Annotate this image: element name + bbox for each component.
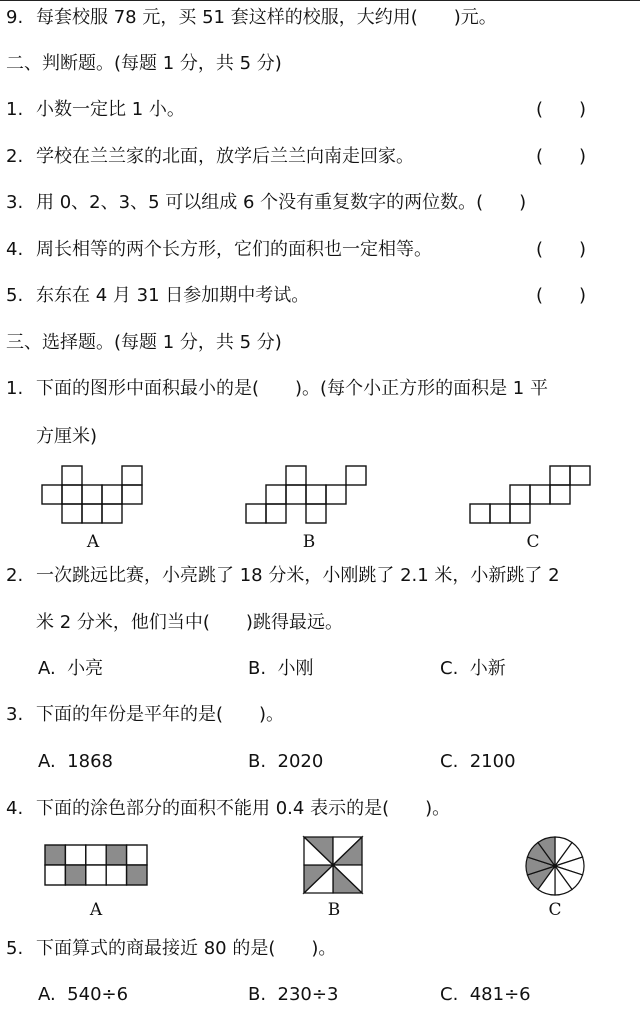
- figure-1c-grid-shape: [468, 464, 592, 524]
- mc1-text-line1: 下面的图形中面积最小的是( )。(每个小正方形的面积是 1 平: [36, 378, 548, 399]
- mc2-text-line2: 米 2 分米，他们当中( )跳得最远。: [36, 612, 343, 633]
- tf5-text: 东东在 4 月 31 日参加期中考试。: [36, 285, 310, 306]
- figure-1a-grid-shape: [40, 464, 144, 524]
- q9-number: 9.: [6, 7, 24, 28]
- figure-4a-shaded-grid: [44, 844, 148, 886]
- mc1-text-line2: 方厘米): [36, 426, 98, 447]
- mc4-text: 下面的涂色部分的面积不能用 0.4 表示的是( )。: [36, 798, 451, 819]
- mc5-text: 下面算式的商最接近 80 的是( )。: [36, 938, 337, 959]
- figure-1c-caption: C: [526, 532, 540, 552]
- mc3-option-c[interactable]: C. 2100: [440, 751, 516, 772]
- tf4-text: 周长相等的两个长方形，它们的面积也一定相等。: [36, 239, 432, 260]
- section3-title: 三、选择题。(每题 1 分，共 5 分): [6, 332, 282, 353]
- mc3-text: 下面的年份是平年的是( )。: [36, 704, 285, 725]
- tf5-number: 5.: [6, 285, 24, 306]
- mc1-number: 1.: [6, 378, 24, 399]
- figure-4c-shaded-circle: [525, 836, 585, 896]
- mc5-option-b[interactable]: B. 230÷3: [248, 984, 339, 1005]
- tf4-answer-paren[interactable]: ( ): [536, 239, 587, 260]
- tf2-number: 2.: [6, 146, 24, 167]
- tf3-number: 3.: [6, 192, 24, 213]
- top-border: [0, 0, 640, 1]
- mc5-number: 5.: [6, 938, 24, 959]
- mc4-number: 4.: [6, 798, 24, 819]
- mc5-option-a[interactable]: A. 540÷6: [38, 984, 129, 1005]
- figure-4b-shaded-square: [303, 836, 363, 894]
- mc2-text-line1: 一次跳远比赛，小亮跳了 18 分米，小刚跳了 2.1 米，小新跳了 2: [36, 565, 560, 586]
- mc2-option-b[interactable]: B. 小刚: [248, 658, 314, 679]
- tf1-answer-paren[interactable]: ( ): [536, 99, 587, 120]
- figure-4b-caption: B: [327, 900, 341, 920]
- figure-4c-caption: C: [548, 900, 562, 920]
- mc2-option-a[interactable]: A. 小亮: [38, 658, 104, 679]
- tf1-text: 小数一定比 1 小。: [36, 99, 185, 120]
- tf5-answer-paren[interactable]: ( ): [536, 285, 587, 306]
- tf2-answer-paren[interactable]: ( ): [536, 146, 587, 167]
- mc3-option-a[interactable]: A. 1868: [38, 751, 113, 772]
- mc2-option-c[interactable]: C. 小新: [440, 658, 506, 679]
- section2-title: 二、判断题。(每题 1 分，共 5 分): [6, 53, 282, 74]
- q9-text: 每套校服 78 元，买 51 套这样的校服，大约用( )元。: [36, 7, 497, 28]
- mc3-number: 3.: [6, 704, 24, 725]
- figure-1b-caption: B: [302, 532, 316, 552]
- tf2-text: 学校在兰兰家的北面，放学后兰兰向南走回家。: [36, 146, 414, 167]
- figure-4a-caption: A: [89, 900, 103, 920]
- tf4-number: 4.: [6, 239, 24, 260]
- figure-1b-grid-shape: [244, 464, 368, 524]
- mc2-number: 2.: [6, 565, 24, 586]
- tf3-text: 用 0、2、3、5 可以组成 6 个没有重复数字的两位数。( ): [36, 192, 527, 213]
- mc5-option-c[interactable]: C. 481÷6: [440, 984, 531, 1005]
- mc3-option-b[interactable]: B. 2020: [248, 751, 324, 772]
- figure-1a-caption: A: [86, 532, 100, 552]
- tf1-number: 1.: [6, 99, 24, 120]
